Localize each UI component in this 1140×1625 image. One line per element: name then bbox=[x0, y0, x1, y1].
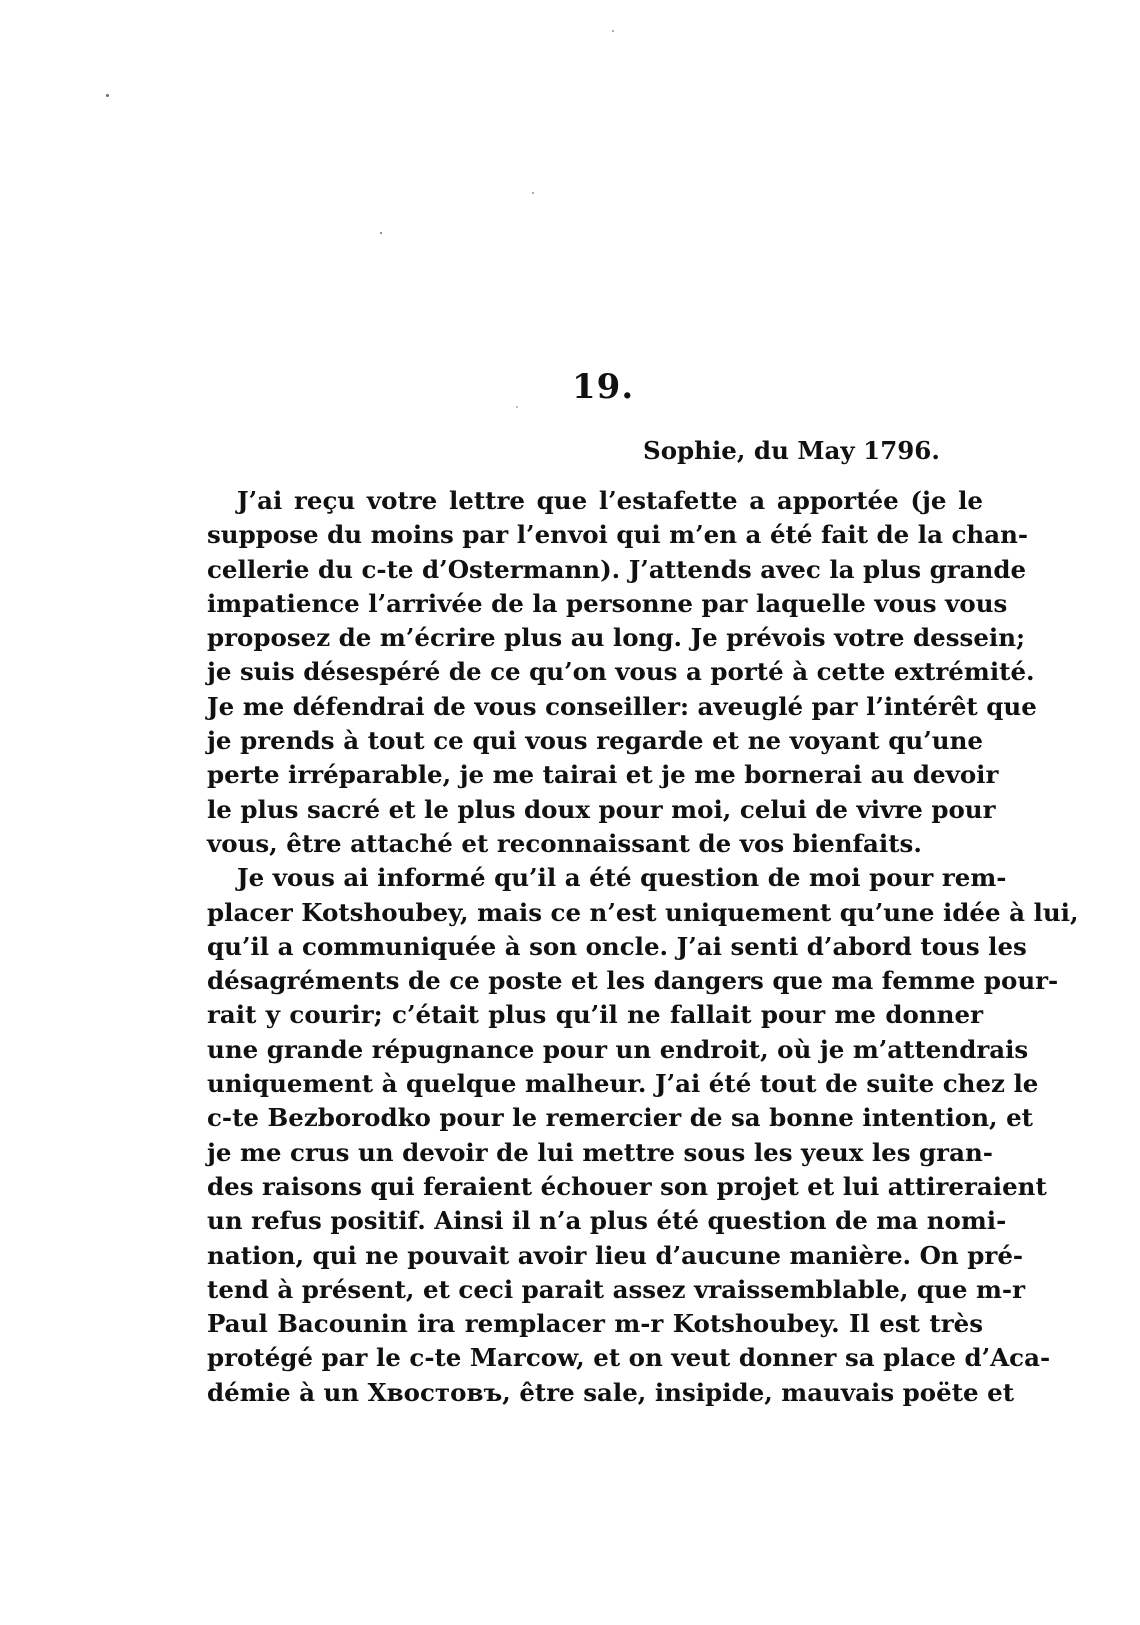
text-line: impatience l’arrivée de la personne par laquelle vous vous bbox=[207, 588, 1008, 618]
text-line: Je vous ai informé qu’il a été question de moi pour rem- bbox=[237, 863, 1007, 893]
text-line: Je me défendrai de vous conseiller: aveuglé par l’intérêt que bbox=[207, 691, 1037, 721]
text-line: perte irréparable, je me tairai et je me bornerai au devoir bbox=[207, 760, 999, 790]
text-line: nation, qui ne pouvait avoir lieu d’aucune manière. On pré- bbox=[207, 1240, 1024, 1270]
print-speck bbox=[516, 406, 518, 408]
text-line: Paul Bacounin ira remplacer m-r Kotshoubey. Il est très bbox=[207, 1309, 983, 1339]
text-line: démie à un Хвостовъ, être sale, insipide, mauvais poëte et bbox=[207, 1377, 1015, 1407]
print-speck bbox=[106, 94, 109, 97]
text-line: vous, être attaché et reconnaissant de vos bienfaits. bbox=[207, 828, 922, 858]
paragraph-1 bbox=[207, 484, 1037, 861]
print-speck bbox=[532, 192, 534, 194]
text-line: je suis désespéré de ce qu’on vous a porté à cette extrémité. bbox=[207, 657, 1035, 687]
text-line: qu’il a communiquée à son oncle. J’ai senti d’abord tous les bbox=[207, 931, 1027, 961]
print-speck bbox=[380, 232, 382, 234]
text-line: cellerie du c-te d’Ostermann). J’attends avec la plus grande bbox=[207, 554, 1027, 584]
text-line: le plus sacré et le plus doux pour moi, celui de vivre pour bbox=[207, 794, 996, 824]
text-line: une grande répugnance pour un endroit, où je m’attendrais bbox=[207, 1034, 1029, 1064]
letter-body bbox=[207, 484, 1079, 1410]
text-line: je prends à tout ce qui vous regarde et ne voyant qu’une bbox=[207, 726, 983, 756]
text-line: placer Kotshoubey, mais ce n’est uniquement qu’une idée à lui, bbox=[207, 897, 1079, 927]
text-line: c-te Bezborodko pour le remercier de sa bonne intention, et bbox=[207, 1103, 1033, 1133]
text-line: proposez de m’écrire plus au long. Je prévois votre dessein; bbox=[207, 623, 1026, 653]
text-line: suppose du moins par l’envoi qui m’en a été fait de la chan- bbox=[207, 520, 1029, 550]
letter-place-date: Sophie, du May 1796. bbox=[643, 436, 940, 465]
print-speck bbox=[612, 30, 614, 32]
text-line: J’ai reçu votre lettre que l’estafette a apportée (je le bbox=[237, 486, 983, 515]
text-line: des raisons qui feraient échouer son projet et lui attireraient bbox=[207, 1171, 1047, 1201]
letter-number: 19. bbox=[572, 367, 635, 407]
text-line: rait y courir; c’était plus qu’il ne fallait pour me donner bbox=[207, 1000, 983, 1030]
text-line: je me crus un devoir de lui mettre sous les yeux les gran- bbox=[207, 1137, 993, 1167]
text-line: tend à présent, et ceci parait assez vraissemblable, que m-r bbox=[207, 1274, 1025, 1304]
text-line: un refus positif. Ainsi il n’a plus été question de ma nomi- bbox=[207, 1206, 1007, 1236]
text-line: désagréments de ce poste et les dangers que ma femme pour- bbox=[207, 966, 1059, 996]
paragraph-2 bbox=[207, 861, 1079, 1410]
text-line: uniquement à quelque malheur. J’ai été tout de suite chez le bbox=[207, 1069, 1039, 1099]
text-line: protégé par le c-te Marcow, et on veut donner sa place d’Aca- bbox=[207, 1343, 1051, 1373]
